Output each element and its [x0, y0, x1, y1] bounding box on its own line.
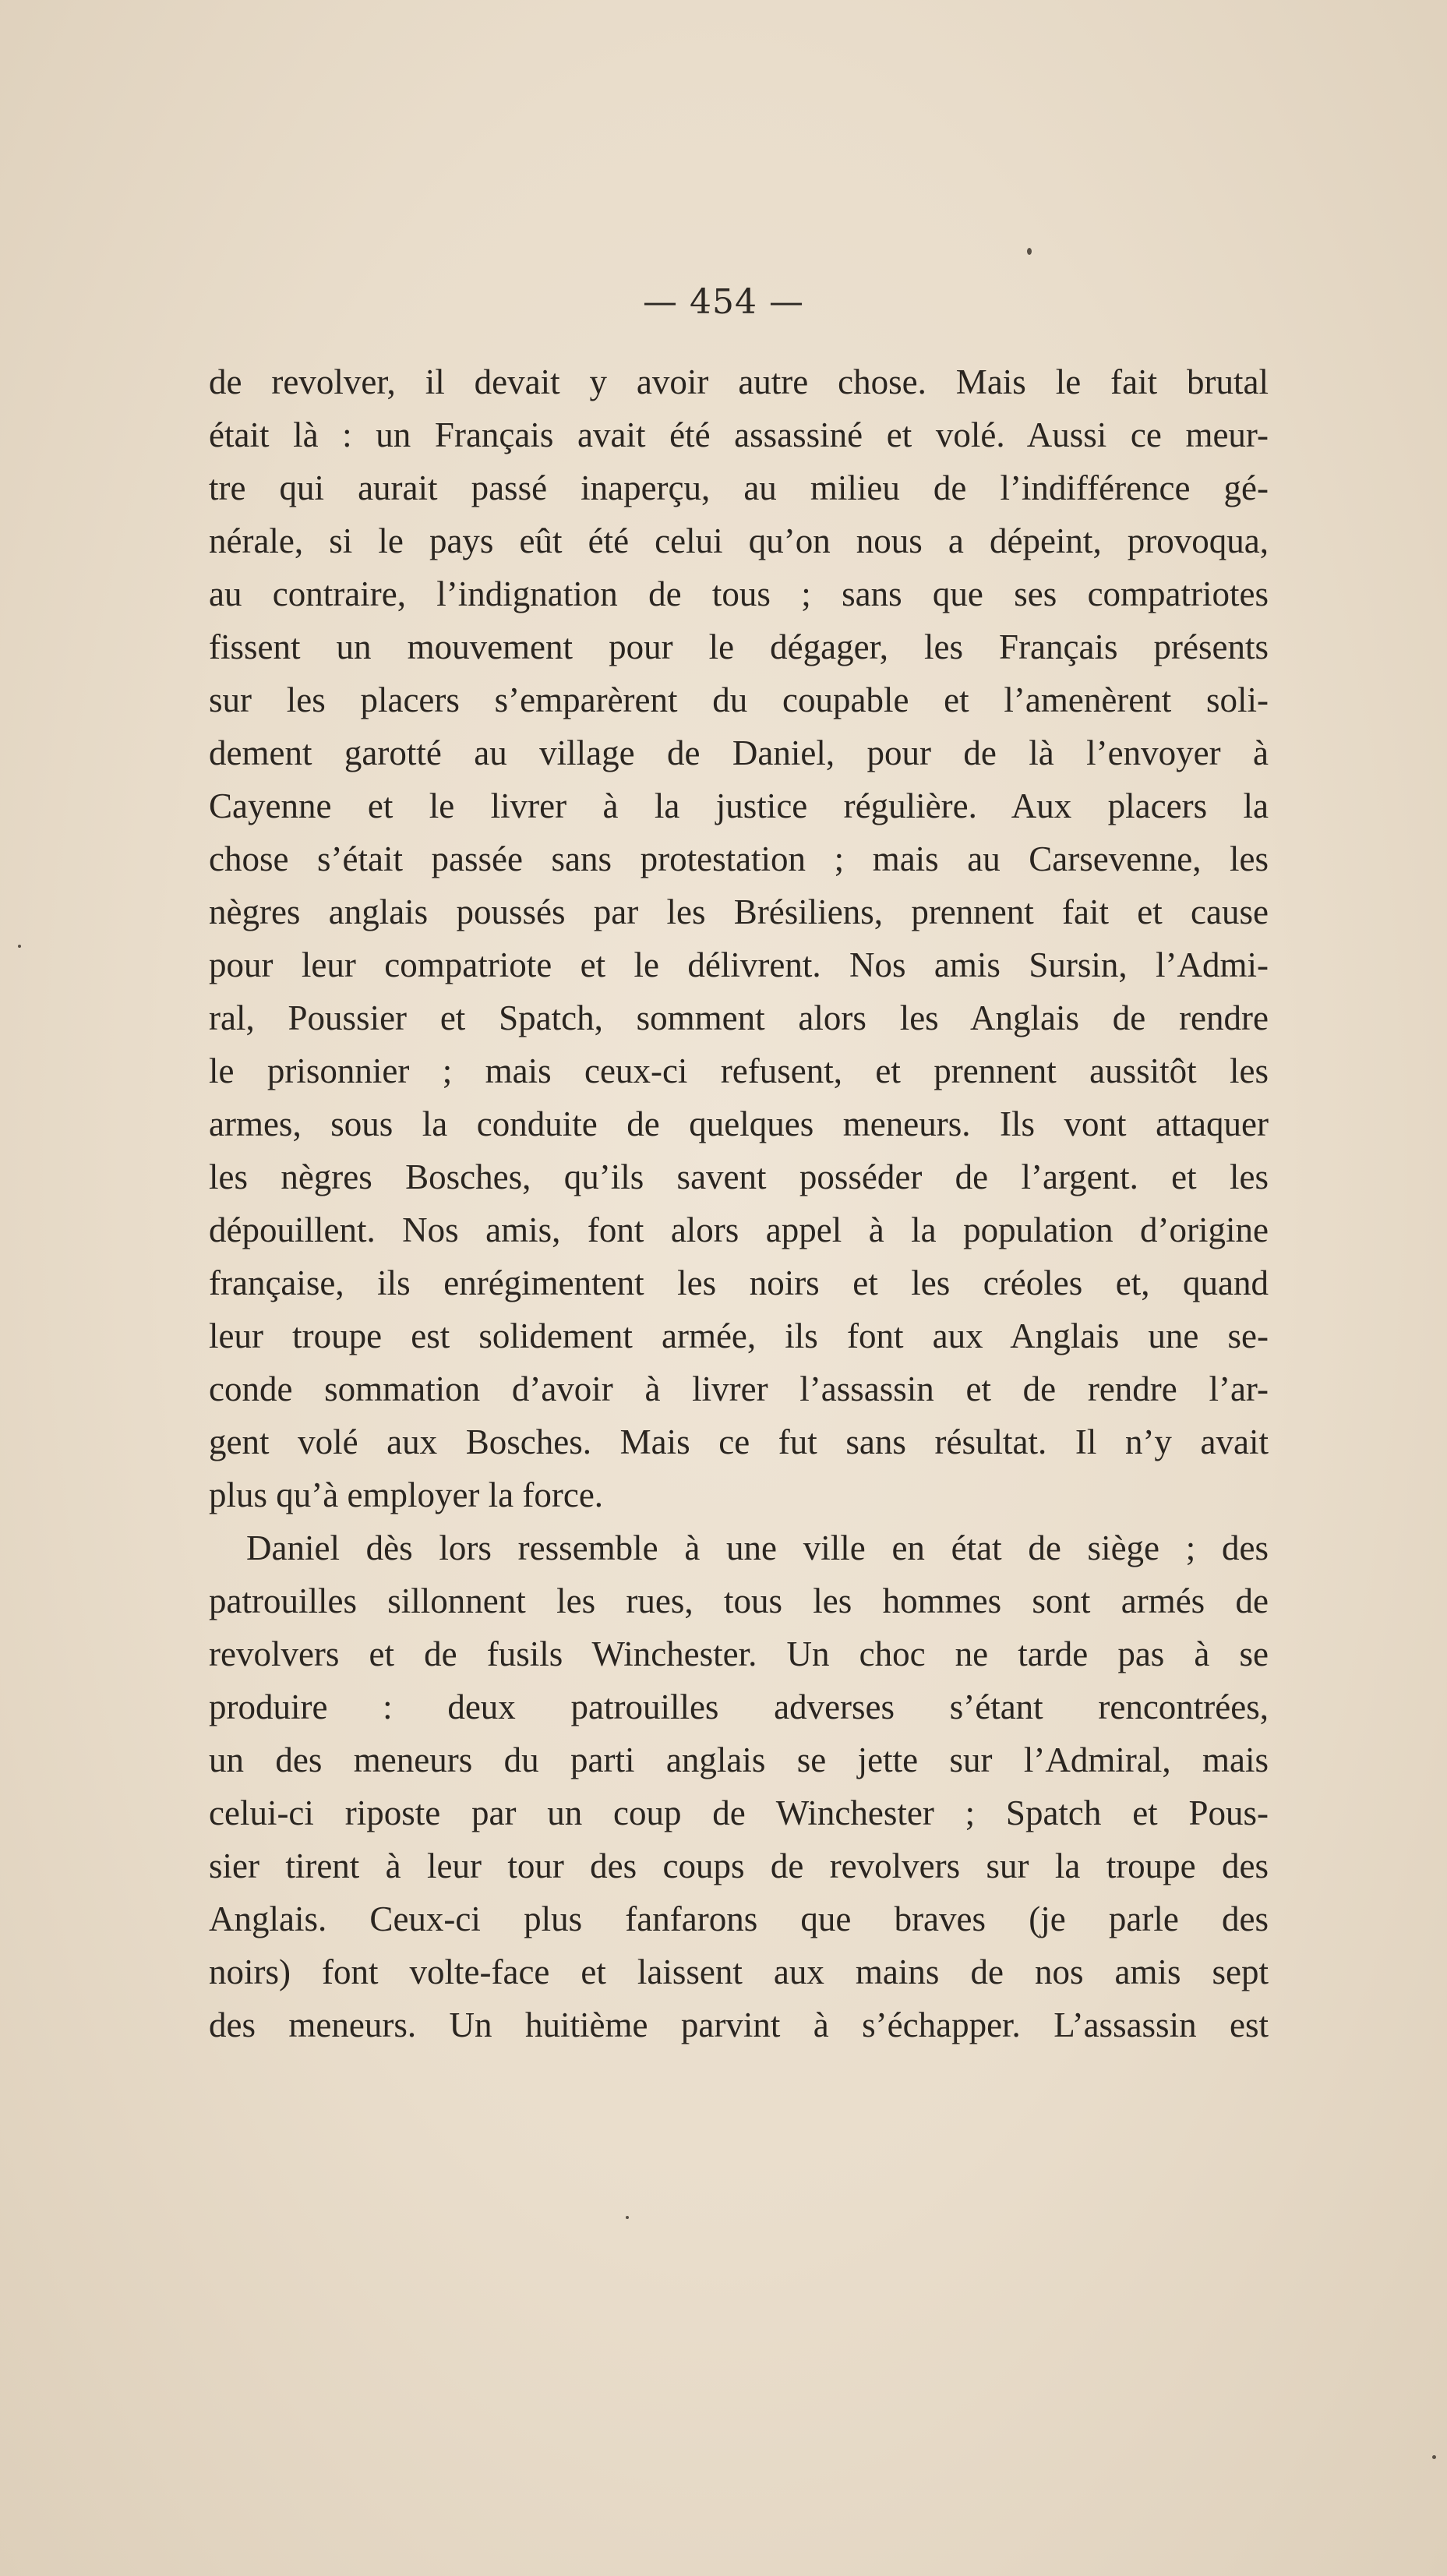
- text-line: revolvers et de fusils Winchester. Un choc ne tarde pas à se: [209, 1634, 1269, 1673]
- body-text: [209, 355, 1269, 2051]
- text-line: de revolver, il devait y avoir autre chose. Mais le fait brutal: [209, 362, 1269, 401]
- text-line: gent volé aux Bosches. Mais ce fut sans résultat. Il n’y avait: [209, 1422, 1269, 1461]
- text-line: au contraire, l’indignation de tous ; sans que ses compatriotes: [209, 574, 1269, 613]
- text-line: Cayenne et le livrer à la justice régulière. Aux placers la: [209, 786, 1269, 825]
- text-line: le prisonnier ; mais ceux-ci refusent, et prennent aussitôt les: [209, 1051, 1269, 1090]
- text-line: sur les placers s’emparèrent du coupable et l’amenèrent soli-: [209, 680, 1269, 719]
- paper-speck: [18, 945, 21, 948]
- text-line: nérale, si le pays eût été celui qu’on nous a dépeint, provoqua,: [209, 521, 1269, 560]
- text-line: armes, sous la conduite de quelques meneurs. Ils vont attaquer: [209, 1104, 1269, 1143]
- text-line: tre qui aurait passé inaperçu, au milieu de l’indifférence gé-: [209, 468, 1269, 507]
- text-line: produire : deux patrouilles adverses s’étant rencontrées,: [209, 1687, 1269, 1726]
- text-line: un des meneurs du parti anglais se jette sur l’Admiral, mais: [209, 1740, 1269, 1779]
- paragraph-1: [209, 355, 1269, 1521]
- text-line: dement garotté au village de Daniel, pour de là l’envoyer à: [209, 733, 1269, 772]
- text-line: sier tirent à leur tour des coups de revolvers sur la troupe des: [209, 1846, 1269, 1885]
- text-line: patrouilles sillonnent les rues, tous les hommes sont armés de: [209, 1581, 1269, 1620]
- text-line: Anglais. Ceux-ci plus fanfarons que braves (je parle des: [209, 1899, 1269, 1938]
- text-line: ral, Poussier et Spatch, somment alors les Anglais de rendre: [209, 998, 1269, 1037]
- text-line: celui-ci riposte par un coup de Winchester ; Spatch et Pous-: [209, 1793, 1269, 1832]
- text-line: leur troupe est solidement armée, ils font aux Anglais une se-: [209, 1316, 1269, 1355]
- text-line: les nègres Bosches, qu’ils savent posséder de l’argent. et les: [209, 1157, 1269, 1196]
- text-line: pour leur compatriote et le délivrent. Nos amis Sursin, l’Admi-: [209, 945, 1269, 984]
- text-line: Daniel dès lors ressemble à une ville en état de siège ; des: [246, 1528, 1269, 1567]
- text-line: conde sommation d’avoir à livrer l’assassin et de rendre l’ar-: [209, 1369, 1269, 1408]
- text-line: chose s’était passée sans protestation ; mais au Carsevenne, les: [209, 839, 1269, 878]
- page-number: — 454 —: [643, 282, 804, 322]
- text-line: nègres anglais poussés par les Brésiliens, prennent fait et cause: [209, 892, 1269, 931]
- paper-speck: [626, 2216, 629, 2219]
- text-line: plus qu’à employer la force.: [209, 1475, 604, 1514]
- paper-speck: [1027, 248, 1032, 255]
- text-line: dépouillent. Nos amis, font alors appel à la population d’origine: [209, 1210, 1269, 1249]
- text-line: fissent un mouvement pour le dégager, les Français présents: [209, 627, 1269, 666]
- text-line: des meneurs. Un huitième parvint à s’échapper. L’assassin est: [209, 2005, 1269, 2044]
- text-line: française, ils enrégimentent les noirs et les créoles et, quand: [209, 1263, 1269, 1302]
- text-line: était là : un Français avait été assassiné et volé. Aussi ce meur-: [209, 415, 1269, 454]
- paragraph-2: [209, 1521, 1269, 2051]
- text-line: noirs) font volte-face et laissent aux mains de nos amis sept: [209, 1952, 1269, 1991]
- paper-speck: [1432, 2455, 1436, 2459]
